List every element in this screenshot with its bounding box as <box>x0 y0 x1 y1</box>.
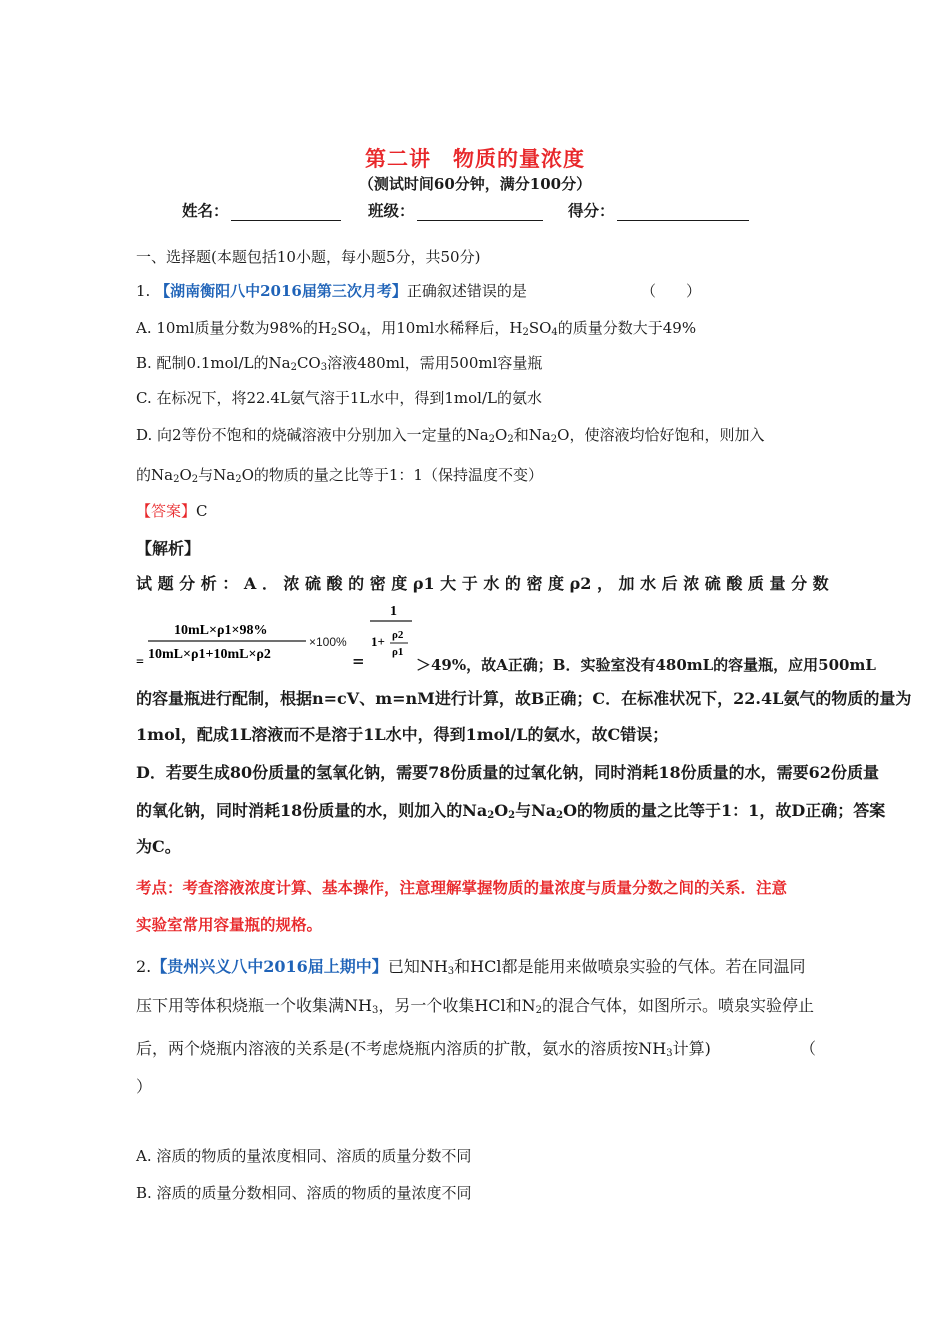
class-label: 班级： <box>368 201 415 220</box>
frac-left-den: 10mL×ρ1+10mL×ρ2 <box>148 647 271 662</box>
answer-value: C <box>196 502 208 520</box>
frac-right-num: 1 <box>390 604 397 619</box>
name-field[interactable] <box>182 199 341 221</box>
q2-number: 2. <box>136 957 152 976</box>
solution-line-4: 1mol，配成1L溶液而不是溶于1L水中，得到1mol/L的氨水，故C错误； <box>136 725 669 744</box>
frac-inner-num: ρ2 <box>392 629 404 641</box>
key-point-line-1: 考点：考查溶液浓度计算、基本操作，注意理解掌握物质的量浓度与质量分数之间的关系．注意 <box>136 878 788 897</box>
q1-number: 1. <box>136 282 151 300</box>
frac-left-num: 10mL×ρ1×98% <box>174 623 268 638</box>
q2-stem-line-2: 压下用等体积烧瓶一个收集满$NH_3$，另一个收集HCl和$N_2$的混合气体，如图所示。喷泉实验停止 <box>136 996 815 1016</box>
q2-stem-line-1: 2.【贵州兴义八中2016届上期中】已知$NH_3$和HCl都是能用来做喷泉实验的气体。若在同温同 <box>136 957 806 977</box>
q2-stem-line-3: 后，两个烧瓶内溶液的关系是(不考虑烧瓶内溶质的扩散，氨水的溶质按$NH_3$计算) <box>136 1039 711 1059</box>
q1-option-c[interactable]: C. 在标况下，将22.4L氨气溶于1L水中，得到1mol/L的氨水 <box>136 389 542 407</box>
frac-inner-den: ρ1 <box>392 646 404 658</box>
frac-right-den-1: 1+ <box>371 634 385 649</box>
class-field[interactable] <box>368 199 543 221</box>
q1-option-b[interactable]: B. 配制0.1mol/L的$Na_2CO_3$溶液480ml，需用500ml容量瓶 <box>136 354 543 373</box>
q2-source: 【贵州兴义八中2016届上期中】 <box>151 957 388 976</box>
score-field[interactable] <box>568 199 749 221</box>
q1-option-d-cont: 的$Na_2O_2$与$Na_2O$的物质的量之比等于1：1（保持温度不变） <box>136 466 543 485</box>
analysis-label: 【解析】 <box>136 539 201 558</box>
q1-stem-text: 正确叙述错误的是 <box>406 282 527 300</box>
fraction-left <box>136 600 336 672</box>
q1-option-d[interactable]: D. 向2等份不饱和的烧碱溶液中分别加入一定量的$Na_2O_2$和$Na_2O$，使溶液均恰好饱和，则加入 <box>136 426 765 445</box>
q2-paren-close: ） <box>136 1077 153 1096</box>
formula-block <box>136 600 876 674</box>
equals-1: = <box>136 655 144 670</box>
name-label: 姓名： <box>182 201 229 220</box>
document-title: 第二讲 物质的量浓度 <box>365 146 585 171</box>
q1-answer <box>136 500 208 521</box>
document-subtitle: （测试时间60分钟，满分100分） <box>358 175 592 193</box>
solution-line-7: 为C。 <box>136 837 181 856</box>
q1-source: 【湖南衡阳八中2016届第三次月考】 <box>155 282 407 300</box>
q2-option-b[interactable]: B. 溶质的质量分数相同、溶质的物质的量浓度不同 <box>136 1184 472 1202</box>
q1-stem <box>136 280 527 301</box>
equals-2: = <box>352 652 365 670</box>
score-label: 得分： <box>568 201 615 220</box>
answer-label: 【答案】 <box>136 502 197 520</box>
q2-option-a[interactable]: A. 溶质的物质的量浓度相同、溶质的质量分数不同 <box>136 1147 472 1165</box>
solution-line-5: D．若要生成80份质量的氢氧化钠，需要78份质量的过氧化钠，同时消耗18份质量的水，需要62份质量 <box>136 763 879 782</box>
q1-answer-paren: （ ） <box>641 282 702 300</box>
name-blank[interactable] <box>231 204 341 221</box>
times-100: ×100% <box>309 635 347 649</box>
section-heading: 一、选择题(本题包括10小题，每小题5分，共50分) <box>136 248 481 266</box>
q1-option-a[interactable]: A. 10ml质量分数为98%的$H_2SO_4$，用10ml水稀释后，$H_2SO_4$的质量分数大于49% <box>136 319 697 338</box>
key-point-line-2: 实验室常用容量瓶的规格。 <box>136 915 323 934</box>
solution-line-6: 的氧化钠，同时消耗18份质量的水，则加入的$Na_2O_2$与$Na_2O$的物质的量之比等于1：1，故D正确；答案 <box>136 801 886 821</box>
score-blank[interactable] <box>617 204 749 221</box>
q2-paren-open: （ <box>800 1039 817 1058</box>
solution-line-3: 的容量瓶进行配制，根据n=cV、m=nM进行计算，故B正确；C．在标准状况下，22.4L氨气的物质的量为 <box>136 689 912 708</box>
solution-line-1: 试 题 分 析 ： A ． 浓 硫 酸 的 密 度 ρ1 大 于 水 的 密 度 ρ2 ， 加 水 后 浓 硫 酸 质 量 分 数 <box>136 574 829 593</box>
class-blank[interactable] <box>417 204 543 221</box>
solution-line-2-tail: ＞49%，故A正确；B．实验室没有480mL的容量瓶，应用500mL <box>416 656 876 674</box>
